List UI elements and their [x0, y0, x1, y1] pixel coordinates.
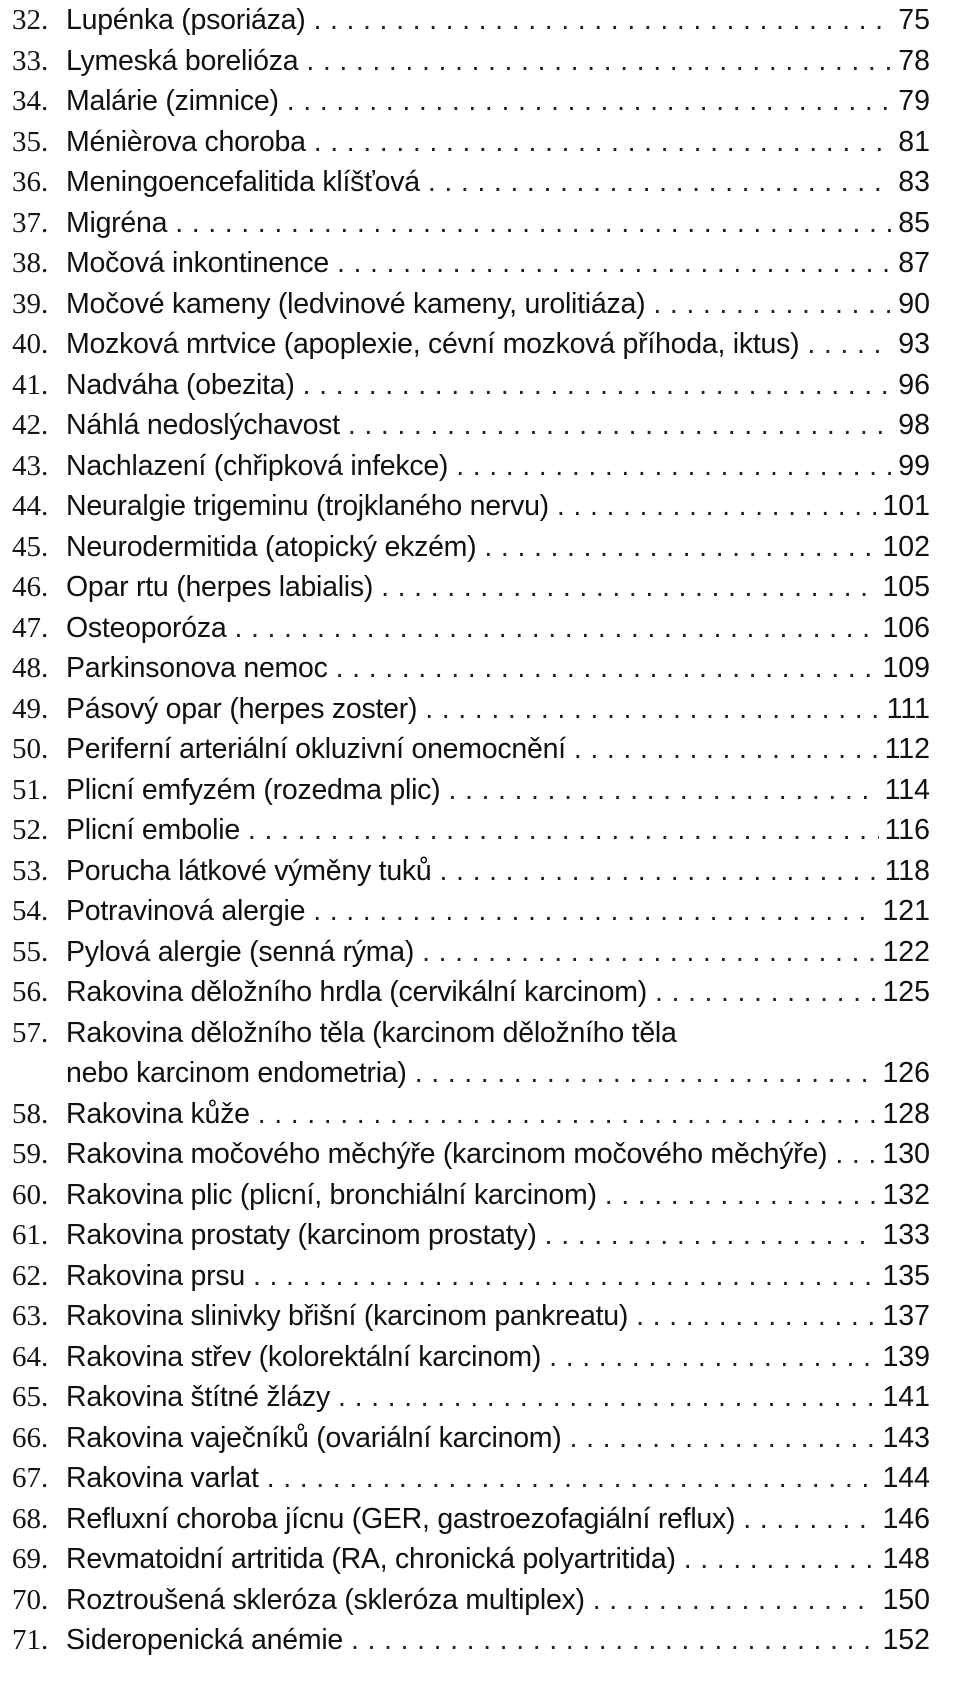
entry-line — [66, 284, 930, 324]
entry-title: Rakovina močového měchýře (karcinom močového měchýře) — [66, 1138, 828, 1170]
dot-leader — [537, 1215, 877, 1255]
toc-entry — [0, 1013, 960, 1053]
toc-entry — [0, 243, 960, 283]
entry-number: 61. — [12, 1219, 49, 1251]
dot-leader — [167, 203, 892, 243]
entry-number: 58. — [12, 1098, 49, 1130]
toc-entry — [0, 1580, 960, 1620]
toc-entry — [0, 932, 960, 972]
toc-entry — [0, 324, 960, 364]
dot-leader — [279, 81, 893, 121]
dot-leader — [328, 648, 877, 688]
entry-title: Plicní embolie — [66, 814, 240, 846]
entry-number: 51. — [12, 774, 49, 806]
dot-leader — [330, 1377, 876, 1417]
entry-page-number: 85 — [898, 207, 930, 239]
entry-line — [66, 891, 930, 931]
dot-leader — [597, 1175, 877, 1215]
entry-line — [66, 1215, 930, 1255]
toc-entry — [0, 851, 960, 891]
entry-number: 47. — [12, 612, 49, 644]
entry-number: 46. — [12, 571, 49, 603]
toc-entry — [0, 1418, 960, 1458]
dot-leader — [306, 122, 893, 162]
dot-leader — [414, 932, 876, 972]
entry-title: Potravinová alergie — [66, 895, 306, 927]
entry-page-number: 109 — [882, 652, 930, 684]
dot-leader — [295, 365, 893, 405]
entry-number: 65. — [12, 1381, 49, 1413]
entry-line — [66, 1134, 930, 1174]
entry-title: Parkinsonova nemoc — [66, 652, 328, 684]
toc-entry — [0, 1377, 960, 1417]
entry-page-number: 112 — [884, 733, 930, 765]
entry-line — [66, 203, 930, 243]
dot-leader — [226, 608, 876, 648]
entry-line — [66, 1013, 930, 1053]
dot-leader — [245, 1256, 877, 1296]
entry-page-number: 130 — [882, 1138, 930, 1170]
entry-line — [66, 0, 930, 40]
entry-title: Osteoporóza — [66, 612, 227, 644]
entry-title: Pásový opar (herpes zoster) — [66, 693, 418, 725]
toc-entry — [0, 972, 960, 1012]
entry-title: Nadváha (obezita) — [66, 369, 295, 401]
toc-entry — [0, 203, 960, 243]
entry-line — [66, 1337, 930, 1377]
entry-line — [66, 1053, 930, 1093]
entry-page-number: 121 — [882, 895, 930, 927]
toc-entry — [0, 1539, 960, 1579]
entry-page-number: 137 — [882, 1300, 930, 1332]
entry-page-number: 101 — [882, 490, 930, 522]
entry-page-number: 93 — [898, 328, 930, 360]
entry-number: 43. — [12, 450, 49, 482]
toc-entry — [0, 1337, 960, 1377]
entry-line — [66, 1539, 930, 1579]
entry-page-number: 125 — [882, 976, 930, 1008]
entry-page-number: 118 — [884, 855, 930, 887]
dot-leader — [298, 41, 892, 81]
toc-entry — [0, 1296, 960, 1336]
entry-page-number: 98 — [898, 409, 930, 441]
entry-line — [66, 41, 930, 81]
toc-entry — [0, 81, 960, 121]
entry-line — [66, 1094, 930, 1134]
dot-leader — [827, 1134, 876, 1174]
dot-leader — [432, 851, 879, 891]
entry-line — [66, 972, 930, 1012]
entry-number: 35. — [12, 126, 49, 158]
entry-number: 56. — [12, 976, 49, 1008]
entry-line — [66, 567, 930, 607]
entry-number: 69. — [12, 1543, 49, 1575]
toc-entry-continuation — [0, 1053, 960, 1093]
entry-number: 37. — [12, 207, 49, 239]
entry-line — [66, 162, 930, 202]
entry-line — [66, 1175, 930, 1215]
entry-page-number: 126 — [882, 1057, 930, 1089]
entry-title: Meningoencefalitida klíšťová — [66, 166, 420, 198]
entry-title: Sideropenická anémie — [66, 1624, 344, 1656]
entry-title: Pylová alergie (senná rýma) — [66, 936, 415, 968]
entry-number: 34. — [12, 85, 49, 117]
dot-leader — [259, 1458, 877, 1498]
entry-page-number: 96 — [898, 369, 930, 401]
toc-entry — [0, 1094, 960, 1134]
entry-page-number: 102 — [882, 531, 930, 563]
entry-line — [66, 324, 930, 364]
toc-entry — [0, 284, 960, 324]
entry-number: 66. — [12, 1422, 49, 1454]
entry-page-number: 90 — [898, 288, 930, 320]
entry-number: 40. — [12, 328, 49, 360]
entry-title: Lymeská borelióza — [66, 45, 299, 77]
entry-page-number: 105 — [882, 571, 930, 603]
entry-title: Rakovina prostaty (karcinom prostaty) — [66, 1219, 537, 1251]
entry-page-number: 141 — [882, 1381, 930, 1413]
entry-line — [66, 1620, 930, 1660]
toc-entry — [0, 486, 960, 526]
entry-title: Rakovina děložního hrdla (cervikální karcinom) — [66, 976, 647, 1008]
entry-page-number: 132 — [882, 1179, 930, 1211]
entry-number: 70. — [12, 1584, 49, 1616]
entry-title: Mozková mrtvice (apoplexie, cévní mozková příhoda, iktus) — [66, 328, 800, 360]
entry-number: 45. — [12, 531, 49, 563]
entry-page-number: 122 — [882, 936, 930, 968]
entry-line — [66, 527, 930, 567]
entry-line — [66, 1296, 930, 1336]
dot-leader — [373, 567, 876, 607]
toc-entry — [0, 1215, 960, 1255]
dot-leader — [676, 1539, 877, 1579]
entry-line — [66, 405, 930, 445]
entry-number: 49. — [12, 693, 49, 725]
entry-number: 36. — [12, 166, 49, 198]
dot-leader — [407, 1053, 877, 1093]
entry-page-number: 87 — [898, 247, 930, 279]
entry-number: 38. — [12, 247, 49, 279]
entry-title: Močová inkontinence — [66, 247, 329, 279]
entry-title: Plicní emfyzém (rozedma plic) — [66, 774, 441, 806]
entry-number: 48. — [12, 652, 49, 684]
entry-page-number: 144 — [882, 1462, 930, 1494]
entry-title: Rakovina varlat — [66, 1462, 259, 1494]
dot-leader — [735, 1499, 876, 1539]
entry-title: Ménièrova choroba — [66, 126, 306, 158]
entry-page-number: 114 — [884, 774, 930, 806]
entry-number: 53. — [12, 855, 49, 887]
toc-entry — [0, 810, 960, 850]
dot-leader — [305, 0, 892, 40]
toc-entry — [0, 1256, 960, 1296]
entry-page-number: 99 — [898, 450, 930, 482]
entry-number: 54. — [12, 895, 49, 927]
entry-title: Rakovina střev (kolorektální karcinom) — [66, 1341, 542, 1373]
entry-title-continuation: nebo karcinom endometria) — [66, 1057, 407, 1089]
entry-line — [66, 243, 930, 283]
toc-entry — [0, 1458, 960, 1498]
dot-leader — [329, 243, 892, 283]
dot-leader — [645, 284, 892, 324]
toc-entry — [0, 446, 960, 486]
entry-number: 42. — [12, 409, 49, 441]
toc-entry — [0, 608, 960, 648]
toc-entry — [0, 365, 960, 405]
entry-page-number: 79 — [898, 85, 930, 117]
dot-leader — [305, 891, 876, 931]
entry-page-number: 111 — [886, 693, 930, 725]
entry-title: Periferní arteriální okluzivní onemocnění — [66, 733, 566, 765]
dot-leader — [417, 689, 880, 729]
entry-page-number: 78 — [898, 45, 930, 77]
toc-entry — [0, 41, 960, 81]
toc-entry — [0, 0, 960, 40]
entry-line — [66, 486, 930, 526]
entry-title: Močové kameny (ledvinové kameny, urolitiáza) — [66, 288, 646, 320]
entry-number: 67. — [12, 1462, 49, 1494]
entry-number: 59. — [12, 1138, 49, 1170]
entry-page-number: 128 — [882, 1098, 930, 1130]
entry-number: 55. — [12, 936, 49, 968]
dot-leader — [476, 527, 876, 567]
entry-line — [66, 648, 930, 688]
entry-line — [66, 770, 930, 810]
entry-title: Rakovina děložního těla (karcinom děložního těla — [66, 1017, 677, 1049]
entry-title: Refluxní choroba jícnu (GER, gastroezofagiální reflux) — [66, 1503, 736, 1535]
toc-entry — [0, 891, 960, 931]
entry-page-number: 135 — [882, 1260, 930, 1292]
toc-entry — [0, 162, 960, 202]
dot-leader — [340, 405, 892, 445]
toc-entry — [0, 1134, 960, 1174]
toc-entry — [0, 567, 960, 607]
dot-leader — [250, 1094, 877, 1134]
dot-leader — [647, 972, 877, 1012]
dot-leader — [628, 1296, 876, 1336]
toc-entry — [0, 689, 960, 729]
entry-number: 68. — [12, 1503, 49, 1535]
entry-page-number: 143 — [882, 1422, 930, 1454]
entry-number: 60. — [12, 1179, 49, 1211]
entry-title: Rakovina vaječníků (ovariální karcinom) — [66, 1422, 562, 1454]
entry-line — [66, 446, 930, 486]
entry-title: Rakovina plic (plicní, bronchiální karcinom) — [66, 1179, 597, 1211]
entry-title: Rakovina štítné žlázy — [66, 1381, 331, 1413]
entry-title: Nachlazení (chřipková infekce) — [66, 450, 449, 482]
entry-line — [66, 365, 930, 405]
entry-line — [66, 689, 930, 729]
entry-title: Porucha látkové výměny tuků — [66, 855, 432, 887]
entry-title: Neurodermitida (atopický ekzém) — [66, 531, 477, 563]
entry-line — [66, 851, 930, 891]
entry-number: 33. — [12, 45, 49, 77]
entry-title: Revmatoidní artritida (RA, chronická polyartritida) — [66, 1543, 676, 1575]
entry-page-number: 116 — [884, 814, 930, 846]
dot-leader — [420, 162, 892, 202]
entry-number: 57. — [12, 1017, 49, 1049]
entry-line — [66, 608, 930, 648]
dot-leader — [562, 1418, 877, 1458]
entry-title: Roztroušená skleróza (skleróza multiplex) — [66, 1584, 585, 1616]
entry-line — [66, 1580, 930, 1620]
entry-line — [66, 81, 930, 121]
entry-number: 50. — [12, 733, 49, 765]
dot-leader — [799, 324, 892, 364]
toc-entry — [0, 1175, 960, 1215]
entry-line — [66, 932, 930, 972]
entry-page-number: 152 — [882, 1624, 930, 1656]
toc-entry — [0, 527, 960, 567]
entry-line — [66, 729, 930, 769]
entry-number: 64. — [12, 1341, 49, 1373]
entry-title: Migréna — [66, 207, 168, 239]
entry-page-number: 106 — [882, 612, 930, 644]
entry-page-number: 83 — [898, 166, 930, 198]
entry-line — [66, 1256, 930, 1296]
entry-page-number: 150 — [882, 1584, 930, 1616]
entry-number: 62. — [12, 1260, 49, 1292]
entry-line — [66, 810, 930, 850]
entry-title: Náhlá nedoslýchavost — [66, 409, 340, 441]
dot-leader — [343, 1620, 876, 1660]
entry-line — [66, 1377, 930, 1417]
entry-title: Rakovina slinivky břišní (karcinom pankreatu) — [66, 1300, 629, 1332]
entry-page-number: 75 — [898, 4, 930, 36]
entry-number: 39. — [12, 288, 49, 320]
entry-title: Lupénka (psoriáza) — [66, 4, 306, 36]
entry-number: 52. — [12, 814, 49, 846]
entry-number: 71. — [12, 1624, 49, 1656]
entry-title: Malárie (zimnice) — [66, 85, 279, 117]
dot-leader — [541, 1337, 876, 1377]
dot-leader — [549, 486, 877, 526]
entry-number: 41. — [12, 369, 49, 401]
dot-leader — [448, 446, 892, 486]
toc-entry — [0, 648, 960, 688]
entry-title: Rakovina prsu — [66, 1260, 245, 1292]
dot-leader — [240, 810, 879, 850]
entry-page-number: 139 — [882, 1341, 930, 1373]
toc-entry — [0, 405, 960, 445]
dot-leader — [566, 729, 879, 769]
toc-entry — [0, 1620, 960, 1660]
entry-line — [66, 122, 930, 162]
entry-page-number: 81 — [898, 126, 930, 158]
entry-number: 44. — [12, 490, 49, 522]
toc-entry — [0, 1499, 960, 1539]
entry-line — [66, 1418, 930, 1458]
toc-entry — [0, 770, 960, 810]
entry-title: Opar rtu (herpes labialis) — [66, 571, 374, 603]
entry-line — [66, 1499, 930, 1539]
entry-page-number: 148 — [882, 1543, 930, 1575]
entry-title: Neuralgie trigeminu (trojklaného nervu) — [66, 490, 549, 522]
toc-entry — [0, 729, 960, 769]
entry-title: Rakovina kůže — [66, 1098, 250, 1130]
dot-leader — [440, 770, 878, 810]
entry-page-number: 133 — [882, 1219, 930, 1251]
entry-number: 63. — [12, 1300, 49, 1332]
entry-page-number: 146 — [882, 1503, 930, 1535]
entry-line — [66, 1458, 930, 1498]
entry-number: 32. — [12, 4, 49, 36]
dot-leader — [585, 1580, 877, 1620]
toc-entry — [0, 122, 960, 162]
